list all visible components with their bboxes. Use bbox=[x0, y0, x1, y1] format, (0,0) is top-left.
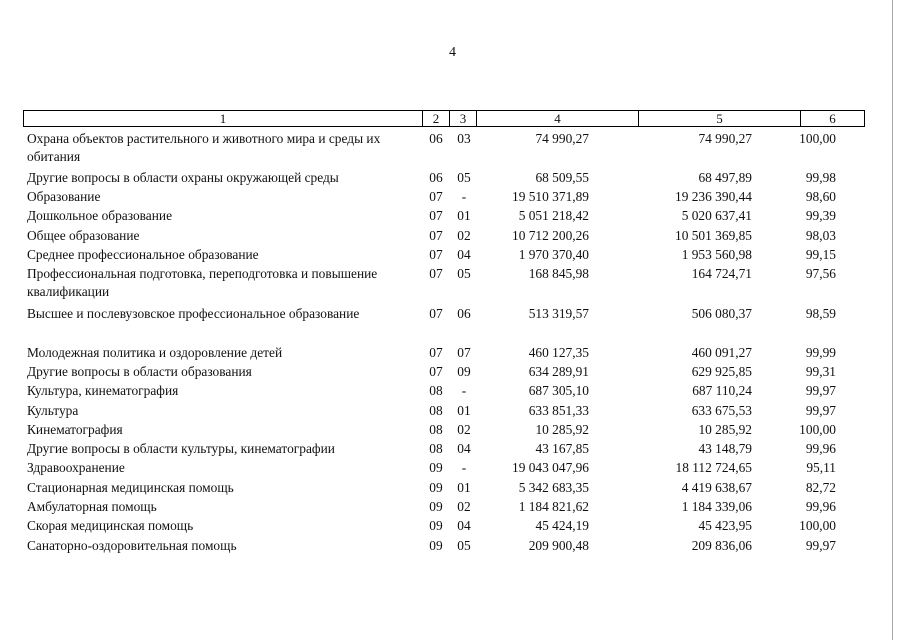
cell-v6: 100,00 bbox=[799, 131, 836, 146]
cell-name: Общее образование bbox=[27, 228, 140, 243]
cell-v6: 99,96 bbox=[805, 441, 836, 456]
cell-v5: 1 953 560,98 bbox=[681, 247, 752, 262]
cell-v4: 45 424,19 bbox=[535, 518, 589, 533]
cell-name: Среднее профессиональное образование bbox=[27, 247, 259, 262]
header-col-2: 2 bbox=[423, 111, 450, 126]
cell-v4: 1 970 370,40 bbox=[518, 247, 589, 262]
cell-v5: 19 236 390,44 bbox=[675, 189, 752, 204]
cell-v5: 43 148,79 bbox=[698, 441, 752, 456]
cell-sec: 09 bbox=[429, 460, 443, 475]
cell-v4: 19 510 371,89 bbox=[512, 189, 589, 204]
cell-name: Стационарная медицинская помощь bbox=[27, 480, 234, 495]
cell-name: Молодежная политика и оздоровление детей bbox=[27, 345, 283, 360]
cell-v6: 99,98 bbox=[805, 170, 836, 185]
cell-name: Культура, кинематография bbox=[27, 383, 179, 398]
cell-sub: 05 bbox=[457, 170, 471, 185]
cell-sec: 07 bbox=[429, 364, 443, 379]
cell-sub: 04 bbox=[457, 247, 471, 262]
cell-v4: 1 184 821,62 bbox=[518, 499, 589, 514]
cell-name: Кинематография bbox=[27, 422, 123, 437]
header-col-1: 1 bbox=[24, 111, 423, 126]
cell-name: Культура bbox=[27, 403, 79, 418]
cell-v5: 506 080,37 bbox=[691, 306, 752, 321]
cell-sec: 08 bbox=[429, 441, 443, 456]
cell-sub: 02 bbox=[457, 422, 471, 437]
cell-sec: 07 bbox=[429, 228, 443, 243]
cell-sub: - bbox=[461, 189, 467, 204]
cell-sec: 08 bbox=[429, 422, 443, 437]
cell-v4: 633 851,33 bbox=[528, 403, 589, 418]
cell-v5: 10 285,92 bbox=[698, 422, 752, 437]
cell-v4: 168 845,98 bbox=[528, 266, 589, 281]
cell-v6: 99,39 bbox=[805, 208, 836, 223]
cell-v6: 99,31 bbox=[805, 364, 836, 379]
cell-v4: 5 051 218,42 bbox=[518, 208, 589, 223]
cell-sub: - bbox=[461, 383, 467, 398]
cell-sub: 04 bbox=[457, 441, 471, 456]
cell-v4: 43 167,85 bbox=[535, 441, 589, 456]
cell-name: Охрана объектов растительного и животного мира и среды их обитания bbox=[27, 131, 381, 164]
cell-sub: 02 bbox=[457, 228, 471, 243]
cell-v4: 68 509,55 bbox=[535, 170, 589, 185]
cell-v5: 10 501 369,85 bbox=[675, 228, 752, 243]
cell-sub: 05 bbox=[457, 538, 471, 553]
cell-sec: 07 bbox=[429, 345, 443, 360]
cell-sub: 06 bbox=[457, 306, 471, 321]
cell-sec: 08 bbox=[429, 383, 443, 398]
cell-sub: 01 bbox=[457, 208, 471, 223]
cell-name: Профессиональная подготовка, переподготовка и повышение квалификации bbox=[27, 266, 378, 299]
table-header bbox=[23, 110, 865, 127]
cell-name: Другие вопросы в области образования bbox=[27, 364, 252, 379]
header-col-3: 3 bbox=[450, 111, 477, 126]
cell-v4: 460 127,35 bbox=[528, 345, 589, 360]
cell-v6: 98,03 bbox=[805, 228, 836, 243]
cell-v5: 460 091,27 bbox=[691, 345, 752, 360]
cell-v4: 5 342 683,35 bbox=[518, 480, 589, 495]
cell-v5: 633 675,53 bbox=[691, 403, 752, 418]
cell-v6: 82,72 bbox=[805, 480, 836, 495]
cell-name: Высшее и послевузовское профессиональное образование bbox=[27, 306, 360, 321]
cell-sub: 01 bbox=[457, 480, 471, 495]
cell-v4: 513 319,57 bbox=[528, 306, 589, 321]
cell-v4: 687 305,10 bbox=[528, 383, 589, 398]
cell-name: Образование bbox=[27, 189, 101, 204]
cell-sec: 07 bbox=[429, 266, 443, 281]
cell-sec: 07 bbox=[429, 189, 443, 204]
cell-name: Скорая медицинская помощь bbox=[27, 518, 194, 533]
cell-v5: 629 925,85 bbox=[691, 364, 752, 379]
scan-edge-line bbox=[892, 0, 893, 640]
cell-sub: - bbox=[461, 460, 467, 475]
cell-v5: 68 497,89 bbox=[698, 170, 752, 185]
cell-v6: 99,97 bbox=[805, 383, 836, 398]
cell-v4: 10 712 200,26 bbox=[512, 228, 589, 243]
cell-v4: 209 900,48 bbox=[528, 538, 589, 553]
cell-v5: 209 836,06 bbox=[691, 538, 752, 553]
cell-v5: 687 110,24 bbox=[692, 383, 752, 398]
cell-name: Другие вопросы в области культуры, кинематографии bbox=[27, 441, 335, 456]
cell-v6: 98,59 bbox=[805, 306, 836, 321]
cell-v6: 99,99 bbox=[805, 345, 836, 360]
cell-v6: 98,60 bbox=[805, 189, 836, 204]
cell-v6: 95,11 bbox=[806, 460, 836, 475]
cell-v5: 164 724,71 bbox=[691, 266, 752, 281]
cell-v4: 74 990,27 bbox=[535, 131, 589, 146]
cell-v5: 45 423,95 bbox=[698, 518, 752, 533]
cell-v5: 18 112 724,65 bbox=[675, 460, 752, 475]
cell-sec: 06 bbox=[429, 131, 443, 146]
cell-sec: 09 bbox=[429, 480, 443, 495]
cell-v4: 19 043 047,96 bbox=[512, 460, 589, 475]
cell-sub: 05 bbox=[457, 266, 471, 281]
cell-v6: 97,56 bbox=[805, 266, 836, 281]
cell-name: Дошкольное образование bbox=[27, 208, 173, 223]
cell-sub: 03 bbox=[457, 131, 471, 146]
cell-sub: 09 bbox=[457, 364, 471, 379]
cell-sec: 09 bbox=[429, 499, 443, 514]
cell-v4: 10 285,92 bbox=[535, 422, 589, 437]
cell-v6: 100,00 bbox=[799, 422, 836, 437]
cell-v4: 634 289,91 bbox=[528, 364, 589, 379]
cell-v6: 99,97 bbox=[805, 403, 836, 418]
cell-name: Амбулаторная помощь bbox=[27, 499, 157, 514]
cell-sec: 07 bbox=[429, 247, 443, 262]
cell-sec: 07 bbox=[429, 208, 443, 223]
cell-sec: 08 bbox=[429, 403, 443, 418]
cell-sub: 01 bbox=[457, 403, 471, 418]
cell-sub: 07 bbox=[457, 345, 471, 360]
header-col-4: 4 bbox=[477, 111, 639, 126]
cell-sec: 09 bbox=[429, 538, 443, 553]
cell-v6: 99,96 bbox=[805, 499, 836, 514]
cell-name: Здравоохранение bbox=[27, 460, 125, 475]
page-number: 4 bbox=[449, 45, 456, 60]
cell-v5: 5 020 637,41 bbox=[681, 208, 752, 223]
cell-sec: 09 bbox=[429, 518, 443, 533]
cell-sec: 07 bbox=[429, 306, 443, 321]
cell-v5: 1 184 339,06 bbox=[681, 499, 752, 514]
cell-name: Другие вопросы в области охраны окружающей среды bbox=[27, 170, 339, 185]
cell-sec: 06 bbox=[429, 170, 443, 185]
header-col-6: 6 bbox=[829, 111, 836, 126]
cell-sub: 04 bbox=[457, 518, 471, 533]
cell-v6: 99,97 bbox=[805, 538, 836, 553]
cell-v6: 100,00 bbox=[799, 518, 836, 533]
cell-v5: 4 419 638,67 bbox=[681, 480, 752, 495]
cell-sub: 02 bbox=[457, 499, 471, 514]
cell-v6: 99,15 bbox=[805, 247, 836, 262]
cell-v5: 74 990,27 bbox=[698, 131, 752, 146]
cell-name: Санаторно-оздоровительная помощь bbox=[27, 538, 237, 553]
header-col-5: 5 bbox=[639, 111, 801, 126]
